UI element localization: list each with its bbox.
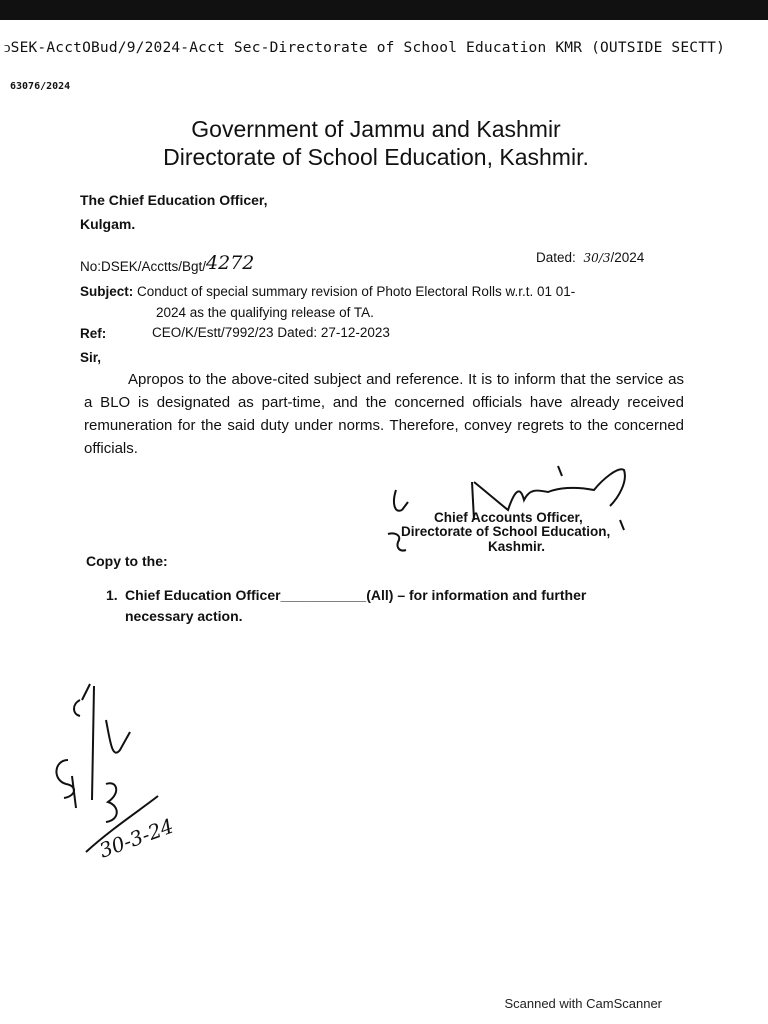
copy-item-number: 1. — [106, 587, 118, 603]
subject-text1: Conduct of special summary revision of Photo Electoral Rolls w.r.t. 01 01- — [137, 284, 576, 299]
date-label: Dated: — [536, 250, 576, 265]
letterhead-line1: Government of Jammu and Kashmir — [191, 116, 561, 142]
reference-number-handwritten: 4272 — [206, 252, 255, 274]
ref-text: CEO/K/Estt/7992/23 Dated: 27-12-2023 — [152, 325, 390, 340]
salutation: Sir, — [80, 350, 102, 365]
signatory-title: Chief Accounts Officer, — [434, 510, 583, 525]
ref-label: Ref: — [80, 326, 107, 341]
copy-item-line2: necessary action. — [125, 608, 243, 624]
date-handwritten: 30/3 — [583, 251, 611, 265]
addressee-place: Kulgam. — [80, 216, 136, 232]
reference-prefix: No:DSEK/Acctts/Bgt/ — [80, 259, 207, 274]
subject-line1 — [80, 284, 575, 299]
scanner-watermark: Scanned with CamScanner — [504, 996, 662, 1011]
letterhead-line2: Directorate of School Education, Kashmir. — [163, 144, 589, 170]
handwritten-date: 30-3-24 — [96, 813, 177, 863]
copy-to-heading: Copy to the: — [86, 553, 168, 569]
signatory-office: Directorate of School Education, — [401, 524, 611, 539]
subject-label: Subject: — [80, 284, 134, 299]
body-paragraph — [84, 368, 684, 460]
file-header: ↄSEK-AcctOBud/9/2024-Acct Sec-Directorate of School Education KMR (OUTSIDE SECTT) — [4, 40, 726, 56]
date-line — [536, 250, 644, 265]
body-text: Apropos to the above-cited subject and reference. It is to inform that the service as a BLO is designated as part-time, and the concerned officials have already received remuneration for the said duty under norms. Therefore, convey regrets to the concerned officials. — [84, 371, 684, 457]
date-year: /2024 — [610, 250, 645, 265]
signatory-place: Kashmir. — [488, 539, 546, 554]
copy-item-line1: Chief Education Officer___________(All) – for information and further — [125, 587, 587, 603]
reference-number — [80, 254, 254, 276]
addressee-title: The Chief Education Officer, — [80, 192, 268, 208]
top-black-bar — [0, 0, 768, 20]
subject-line2: 2024 as the qualifying release of TA. — [156, 305, 374, 320]
document-number: 63076/2024 — [10, 81, 71, 92]
